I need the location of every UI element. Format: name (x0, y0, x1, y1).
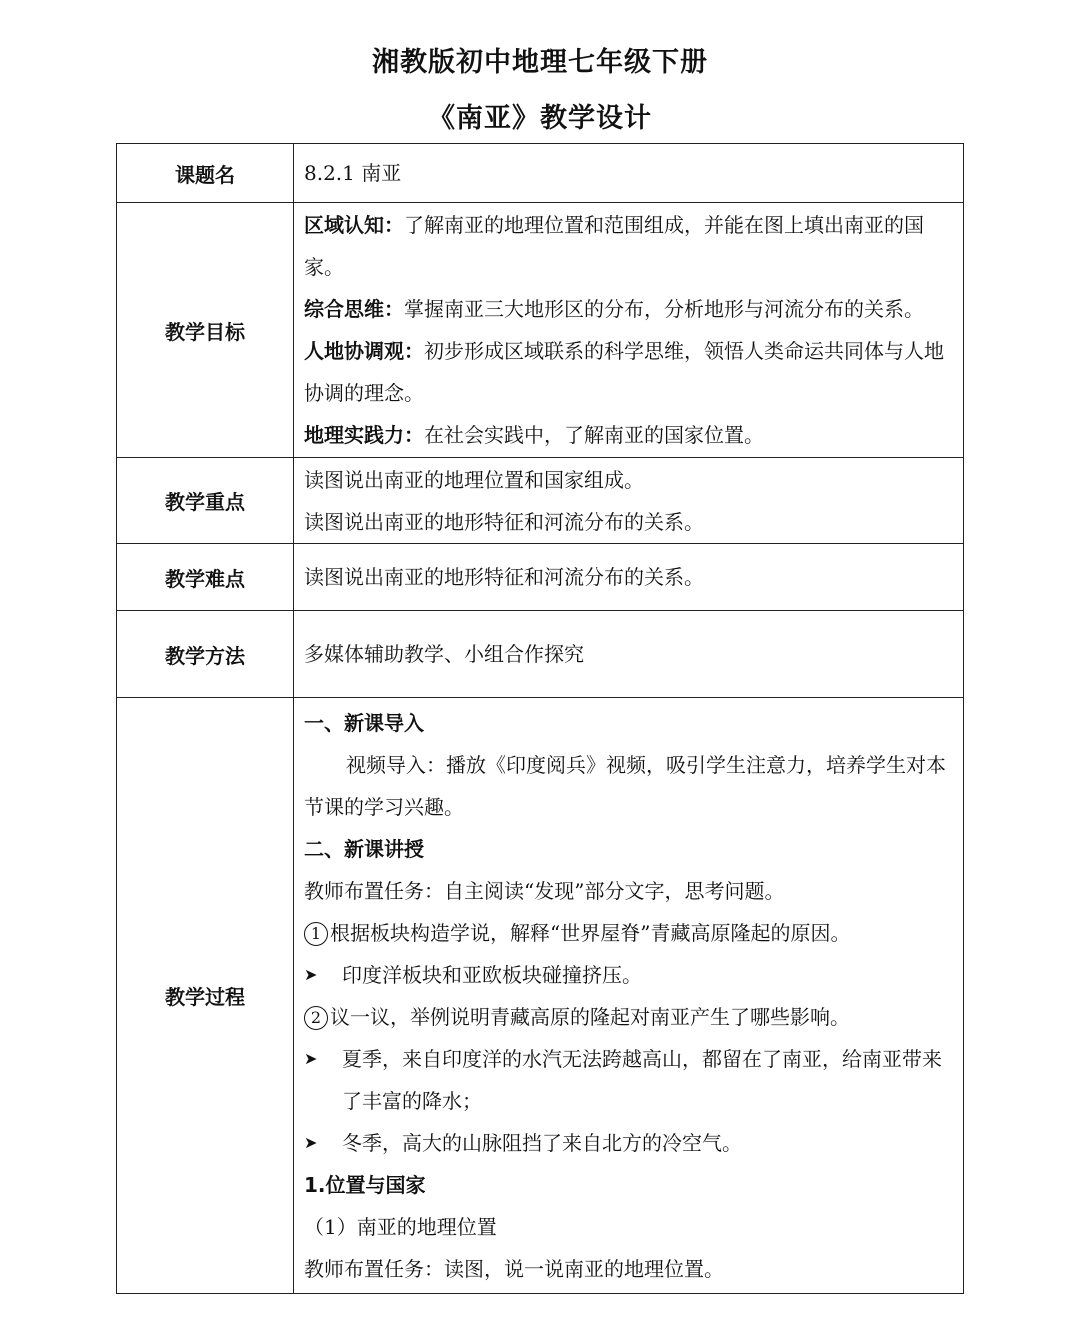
circled-number: 1 (304, 922, 328, 946)
question: 2 议一议，举例说明青藏高原的隆起对南亚产生了哪些影响。 (304, 996, 955, 1038)
process-content (294, 698, 964, 1294)
document-title: 湘教版初中地理七年级下册 (372, 47, 708, 78)
arrow-bullet-icon: ➤ (304, 1048, 318, 1068)
paragraph: 视频导入：播放《印度阅兵》视频，吸引学生注意力，培养学生对本节课的学习兴趣。 (304, 752, 946, 819)
goal-item: 人地协调观：初步形成区域联系的科学思维，领悟人类命运共同体与人地协调的理念。 (304, 339, 944, 405)
subsection-heading: 1.位置与国家 (304, 1172, 426, 1197)
goals-label: 教学目标 (117, 203, 294, 458)
answer-item: ➤ 冬季，高大的山脉阻挡了来自北方的冷空气。 (304, 1122, 955, 1164)
arrow-bullet-icon: ➤ (304, 1132, 318, 1152)
arrow-bullet-icon: ➤ (304, 964, 318, 984)
table-row (117, 203, 964, 458)
process-label: 教学过程 (117, 698, 294, 1294)
table-row (117, 544, 964, 611)
table-row (117, 144, 964, 203)
paragraph: 教师布置任务：读图，说一说南亚的地理位置。 (304, 1256, 724, 1281)
subsection-item: （1）南亚的地理位置 (304, 1214, 497, 1239)
table-row (117, 458, 964, 544)
document-subtitle: 《南亚》教学设计 (428, 103, 652, 134)
methods-text: 多媒体辅助教学、小组合作探究 (304, 642, 584, 666)
methods-label: 教学方法 (117, 611, 294, 698)
goal-item: 地理实践力：在社会实践中，了解南亚的国家位置。 (304, 423, 764, 447)
question: 1 根据板块构造学说，解释“世界屋脊”青藏高原隆起的原因。 (304, 912, 955, 954)
topic-label: 课题名 (117, 144, 294, 203)
table-row (117, 611, 964, 698)
lesson-plan-table (116, 143, 964, 1294)
difficulties-label: 教学难点 (117, 544, 294, 611)
goal-item: 综合思维：掌握南亚三大地形区的分布，分析地形与河流分布的关系。 (304, 297, 924, 321)
section-heading: 一、新课导入 (304, 710, 424, 735)
table-row (117, 698, 964, 1294)
key-points-content: 读图说出南亚的地理位置和国家组成。 读图说出南亚的地形特征和河流分布的关系。 (294, 458, 964, 544)
goal-item: 区域认知：了解南亚的地理位置和范围组成，并能在图上填出南亚的国家。 (304, 213, 924, 279)
paragraph: 教师布置任务：自主阅读“发现”部分文字，思考问题。 (304, 878, 785, 903)
topic-value: 8.2.1 南亚 (304, 161, 402, 185)
section-heading: 二、新课讲授 (304, 836, 424, 861)
goals-content (294, 203, 964, 458)
circled-number: 2 (304, 1006, 328, 1030)
answer-item: ➤ 印度洋板块和亚欧板块碰撞挤压。 (304, 954, 955, 996)
difficulties-text: 读图说出南亚的地形特征和河流分布的关系。 (304, 565, 704, 589)
key-points-label: 教学重点 (117, 458, 294, 544)
answer-item: ➤ 夏季，来自印度洋的水汽无法跨越高山，都留在了南亚，给南亚带来了丰富的降水； (304, 1038, 955, 1122)
